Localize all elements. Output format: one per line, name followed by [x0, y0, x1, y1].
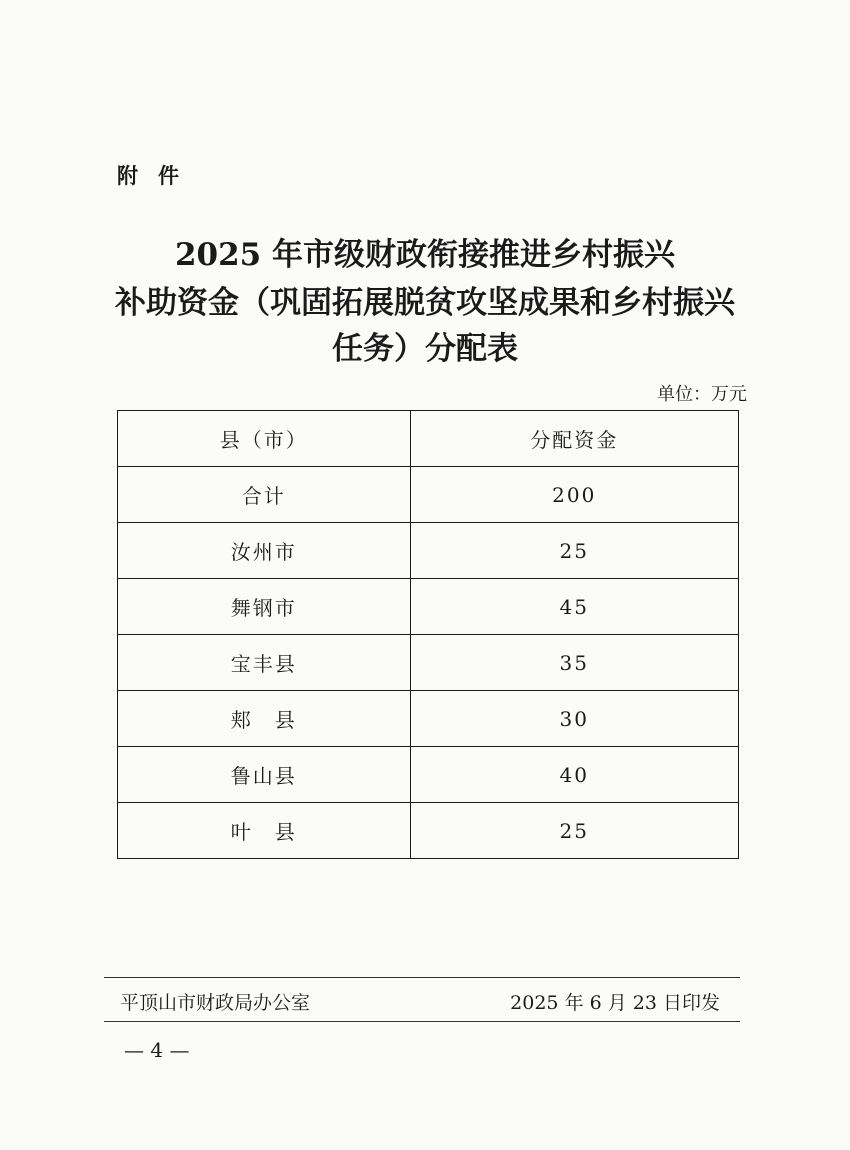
table-header-row	[118, 411, 739, 467]
header-county: 县（市）	[118, 411, 411, 467]
table-row	[118, 691, 739, 747]
table-row	[118, 579, 739, 635]
county-cell: 叶 县	[118, 803, 411, 859]
issuer-name: 平顶山市财政局办公室	[120, 992, 311, 1014]
unit-label: 单位：万元	[657, 384, 747, 405]
county-cell: 合计	[118, 467, 411, 523]
document-title-line-2: 补助资金（巩固拓展脱贫攻坚成果和乡村振兴	[115, 285, 735, 321]
header-amount: 分配资金	[410, 411, 738, 467]
allocation-table	[117, 410, 739, 859]
issue-date: 2025 年 6 月 23 日印发	[510, 992, 720, 1014]
county-cell: 舞钢市	[118, 579, 411, 635]
footer-top-rule	[104, 977, 740, 978]
table-row	[118, 635, 739, 691]
county-cell: 郏 县	[118, 691, 411, 747]
document-title-line-1: 2025 年市级财政衔接推进乡村振兴	[174, 237, 676, 273]
document-title-line-3: 任务）分配表	[332, 331, 518, 367]
amount-cell: 40	[410, 747, 738, 803]
county-cell: 宝丰县	[118, 635, 411, 691]
county-cell: 鲁山县	[118, 747, 411, 803]
amount-cell: 45	[410, 579, 738, 635]
footer-bottom-rule	[104, 1021, 740, 1022]
amount-cell: 200	[410, 467, 738, 523]
table-row	[118, 523, 739, 579]
table-row-total	[118, 467, 739, 523]
amount-cell: 25	[410, 803, 738, 859]
amount-cell: 35	[410, 635, 738, 691]
attachment-label: 附件	[117, 164, 199, 188]
table-row	[118, 747, 739, 803]
amount-cell: 25	[410, 523, 738, 579]
amount-cell: 30	[410, 691, 738, 747]
table-row	[118, 803, 739, 859]
county-cell: 汝州市	[118, 523, 411, 579]
page-number: — 4 —	[124, 1038, 190, 1062]
